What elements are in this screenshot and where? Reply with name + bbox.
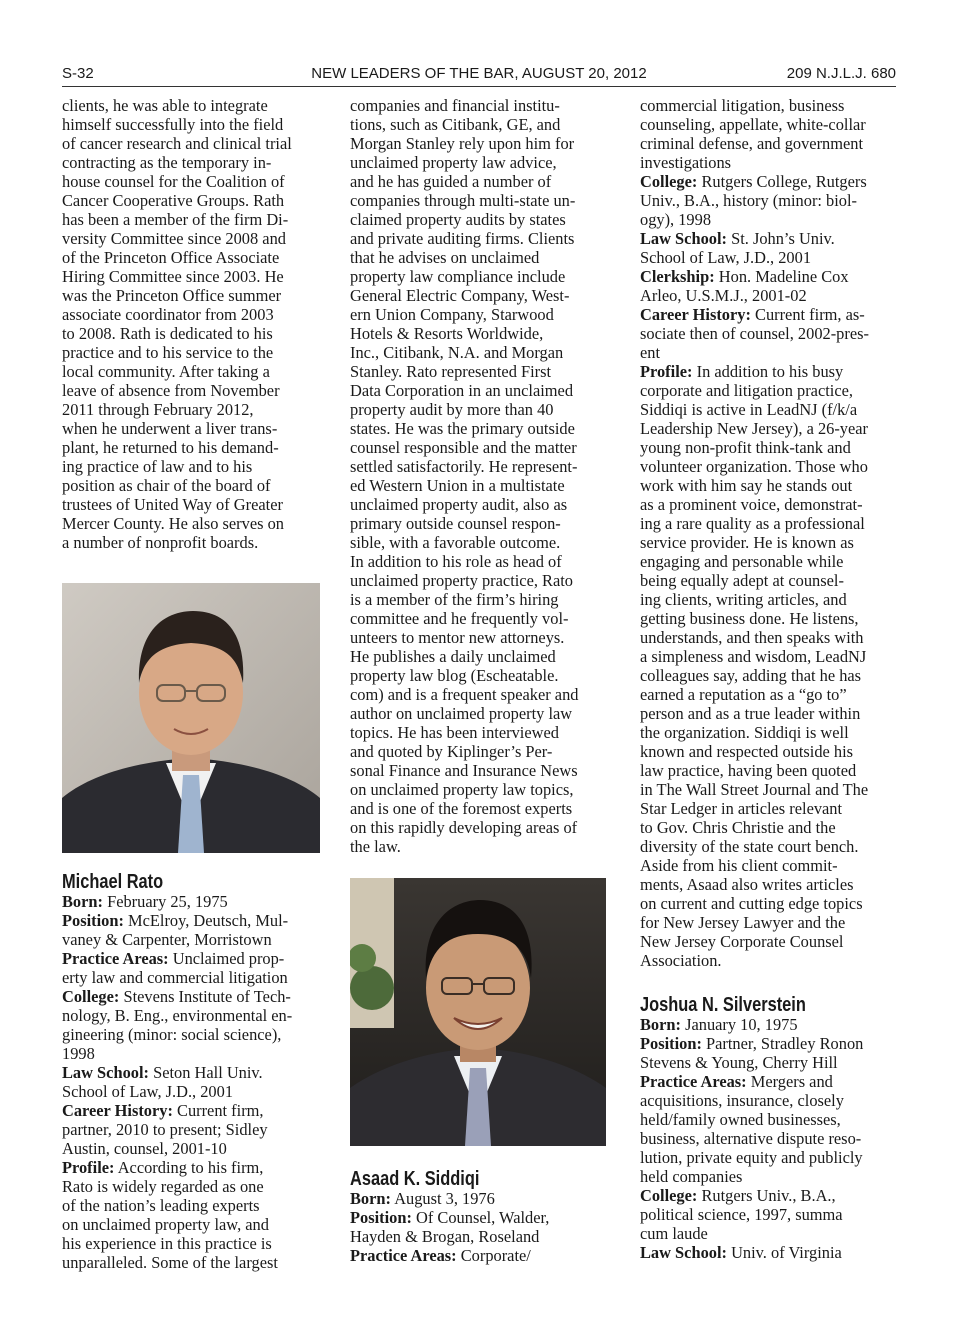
- text-line: unclaimed property practice, Rato: [350, 571, 574, 590]
- bio-line: [640, 780, 898, 799]
- bio-label: Law School:: [62, 1063, 149, 1082]
- bio-text: engaging and personable while: [640, 552, 844, 571]
- text-line: General Electric Company, West-: [350, 286, 570, 305]
- text-line: property audit by more than 40: [350, 400, 554, 419]
- bio-text: Partner, Stradley Ronon: [706, 1034, 864, 1053]
- bio-text: colleagues say, adding that he has: [640, 666, 862, 685]
- bio-text: being equally adept at counsel-: [640, 571, 844, 590]
- bio-text: Stevens & Young, Cherry Hill: [640, 1053, 838, 1072]
- michael-rato-bio: [62, 892, 322, 1272]
- bio-text: School of Law, J.D., 2001: [640, 248, 812, 267]
- bio-line: [640, 913, 898, 932]
- bio-text: his experience in this practice is: [62, 1234, 272, 1253]
- bio-label: Career History:: [62, 1101, 173, 1120]
- bio-text: vaney & Carpenter, Morristown: [62, 930, 272, 949]
- text-line: of cancer research and clinical trial: [62, 134, 292, 153]
- bio-text: service provider. He is known as: [640, 533, 854, 552]
- bio-line: [640, 1167, 898, 1186]
- bio-text: Star Ledger in articles relevant: [640, 799, 843, 818]
- bio-text: August 3, 1976: [394, 1189, 495, 1208]
- bio-label: Practice Areas:: [350, 1246, 457, 1265]
- text-line: house counsel for the Coalition of: [62, 172, 285, 191]
- text-line: com) and is a frequent speaker and: [350, 685, 579, 704]
- bio-label: Clerkship:: [640, 267, 715, 286]
- text-line: sonal Finance and Insurance News: [350, 761, 578, 780]
- bio-text: Rutgers College, Rutgers: [701, 172, 867, 191]
- bio-text: Mergers and: [750, 1072, 833, 1091]
- bio-label: College:: [640, 1186, 698, 1205]
- bio-line: [640, 96, 898, 115]
- portrait-image: [350, 878, 606, 1146]
- text-line: to 2008. Rath is dedicated to his: [62, 324, 273, 343]
- portrait-image: [62, 583, 320, 853]
- bio-text: Seton Hall Univ.: [153, 1063, 263, 1082]
- asaad-siddiqi-bio: [350, 1189, 612, 1265]
- text-line: Hiring Committee since 2003. He: [62, 267, 284, 286]
- bio-text: a simpleness and wisdom, LeadNJ: [640, 647, 867, 666]
- text-line: and is one of the foremost experts: [350, 799, 573, 818]
- citation: 209 N.J.L.J. 680: [786, 65, 896, 82]
- bio-text: partner, 2010 to present; Sidley: [62, 1120, 268, 1139]
- column-1: [62, 96, 322, 1272]
- bio-text: person and as a true leader within: [640, 704, 861, 723]
- text-line: himself successfully into the field: [62, 115, 284, 134]
- bio-line: [62, 1025, 322, 1044]
- text-line: Mercer County. He also serves on: [62, 514, 284, 533]
- bio-text: Corporate/: [460, 1246, 531, 1265]
- bio-line: [640, 628, 898, 647]
- bio-line: [350, 1246, 612, 1265]
- text-line: position as chair of the board of: [62, 476, 271, 495]
- bio-line: [62, 1006, 322, 1025]
- text-line: ing practice of law and to his: [62, 457, 253, 476]
- text-line: unclaimed property audit, also as: [350, 495, 568, 514]
- bio-line: [640, 951, 898, 970]
- bio-text: criminal defense, and government: [640, 134, 864, 153]
- text-line: Hotels & Resorts Worldwide,: [350, 324, 544, 343]
- bio-line: [640, 609, 898, 628]
- column-3: [640, 96, 898, 1262]
- bio-text: ing a rare quality as a professional: [640, 514, 865, 533]
- bio-line: [62, 1177, 322, 1196]
- bio-label: Profile:: [640, 362, 693, 381]
- bio-text: corporate and litigation practice,: [640, 381, 853, 400]
- text-line: He publishes a daily unclaimed: [350, 647, 556, 666]
- bio-line: [62, 949, 322, 968]
- bio-text: cum laude: [640, 1224, 708, 1243]
- bio-line: [640, 495, 898, 514]
- bio-line: [62, 1253, 322, 1272]
- bio-text: ing clients, writing articles, and: [640, 590, 847, 609]
- text-line: property law blog (Escheatable.: [350, 666, 559, 685]
- text-line: In addition to his role as head of: [350, 552, 562, 571]
- bio-text: Hon. Madeline Cox: [718, 267, 849, 286]
- bio-line: [640, 894, 898, 913]
- bio-text: Rato is widely regarded as one: [62, 1177, 264, 1196]
- bio-label: College:: [640, 172, 698, 191]
- text-line: the law.: [350, 837, 401, 856]
- text-line: and quoted by Kiplinger’s Per-: [350, 742, 553, 761]
- text-line: Morgan Stanley rely upon him for: [350, 134, 575, 153]
- bio-line: [62, 1082, 322, 1101]
- bio-line: [640, 286, 898, 305]
- bio-line: [640, 1034, 898, 1053]
- profile-name: Asaad K. Siddiqi: [350, 1168, 480, 1190]
- bio-line: [640, 343, 898, 362]
- bio-text: lution, private equity and publicly: [640, 1148, 863, 1167]
- bio-label: Born:: [62, 892, 103, 911]
- bio-line: [640, 381, 898, 400]
- bio-label: Practice Areas:: [62, 949, 169, 968]
- bio-text: Leadership New Jersey), a 26-year: [640, 419, 868, 438]
- bio-text: unparalleled. Some of the largest: [62, 1253, 278, 1272]
- bio-line: [640, 419, 898, 438]
- bio-text: commercial litigation, business: [640, 96, 845, 115]
- bio-text: School of Law, J.D., 2001: [62, 1082, 234, 1101]
- bio-line: [62, 1196, 322, 1215]
- bio-text: business, alternative dispute reso-: [640, 1129, 862, 1148]
- bio-text: acquisitions, insurance, closely: [640, 1091, 844, 1110]
- bio-line: [640, 1091, 898, 1110]
- page-header: [62, 64, 896, 87]
- bio-line: [640, 267, 898, 286]
- page-number: S-32: [62, 65, 94, 82]
- text-line: primary outside counsel respon-: [350, 514, 561, 533]
- text-line: claimed property audits by states: [350, 210, 566, 229]
- bio-line: [62, 930, 322, 949]
- bio-text: to Gov. Chris Christie and the: [640, 818, 836, 837]
- bio-text: understands, and then speaks with: [640, 628, 864, 647]
- bio-line: [640, 134, 898, 153]
- bio-text: volunteer organization. Those who: [640, 457, 868, 476]
- bio-text: for New Jersey Lawyer and the: [640, 913, 846, 932]
- bio-line: [640, 685, 898, 704]
- joshua-silverstein-bio: [640, 1015, 898, 1262]
- bio-line: [350, 1208, 612, 1227]
- text-line: Cancer Cooperative Groups. Rath: [62, 191, 285, 210]
- bio-text: Univ., B.A., history (minor: biol-: [640, 191, 858, 210]
- bio-text: political science, 1997, summa: [640, 1205, 843, 1224]
- bio-text: on unclaimed property law, and: [62, 1215, 269, 1234]
- bio-line: [640, 362, 898, 381]
- bio-text: young non-profit think-tank and: [640, 438, 851, 457]
- bio-text: investigations: [640, 153, 732, 172]
- bio-line: [640, 875, 898, 894]
- bio-label: Position:: [640, 1034, 702, 1053]
- bio-line: [62, 1044, 322, 1063]
- text-line: practice and to his service to the: [62, 343, 274, 362]
- bio-line: [640, 742, 898, 761]
- bio-text: nology, B. Eng., environmental en-: [62, 1006, 293, 1025]
- bio-line: [640, 856, 898, 875]
- text-line: Data Corporation in an unclaimed: [350, 381, 574, 400]
- bio-text: counseling, appellate, white-collar: [640, 115, 866, 134]
- bio-line: [640, 837, 898, 856]
- rath-profile-continued: [62, 96, 322, 552]
- michael-rato-photo: [62, 583, 320, 853]
- text-line: contracting as the temporary in-: [62, 153, 272, 172]
- text-line: of the Princeton Office Associate: [62, 248, 280, 267]
- bio-label: Career History:: [640, 305, 751, 324]
- bio-text: in The Wall Street Journal and The: [640, 780, 869, 799]
- bio-text: sociate then of counsel, 2002-pres-: [640, 324, 869, 343]
- text-line: is a member of the firm’s hiring: [350, 590, 559, 609]
- text-line: committee and he frequently vol-: [350, 609, 569, 628]
- text-line: sible, with a favorable outcome.: [350, 533, 561, 552]
- bio-line: [640, 476, 898, 495]
- bio-line: [640, 723, 898, 742]
- bio-line: [62, 1101, 322, 1120]
- bio-line: [640, 1053, 898, 1072]
- text-line: settled satisfactorily. He represent-: [350, 457, 578, 476]
- bio-label: Born:: [640, 1015, 681, 1034]
- text-line: plant, he returned to his demand-: [62, 438, 279, 457]
- bio-text: Rutgers Univ., B.A.,: [701, 1186, 836, 1205]
- bio-text: known and respected outside his: [640, 742, 854, 761]
- bio-line: [640, 666, 898, 685]
- bio-text: Aside from his client commit-: [640, 856, 838, 875]
- text-line: states. He was the primary outside: [350, 419, 575, 438]
- text-line: companies and financial institu-: [350, 96, 560, 115]
- bio-text: New Jersey Corporate Counsel: [640, 932, 844, 951]
- bio-text: gineering (minor: social science),: [62, 1025, 282, 1044]
- bio-text: Arleo, U.S.M.J., 2001-02: [640, 286, 807, 305]
- text-line: and he has guided a number of: [350, 172, 552, 191]
- text-line: unteers to mentor new attorneys.: [350, 628, 565, 647]
- bio-line: [640, 1110, 898, 1129]
- bio-line: [640, 799, 898, 818]
- bio-text: St. John’s Univ.: [731, 229, 835, 248]
- bio-text: of the nation’s leading experts: [62, 1196, 260, 1215]
- bio-line: [640, 571, 898, 590]
- text-line: tions, such as Citibank, GE, and: [350, 115, 561, 134]
- bio-text: on current and cutting edge topics: [640, 894, 863, 913]
- asaad-siddiqi-photo: [350, 878, 606, 1146]
- bio-text: 1998: [62, 1044, 95, 1063]
- bio-text: getting business done. He listens,: [640, 609, 859, 628]
- bio-line: [350, 1189, 612, 1208]
- text-line: local community. After taking a: [62, 362, 270, 381]
- text-line: ed Western Union in a multistate: [350, 476, 565, 495]
- bio-line: [640, 704, 898, 723]
- bio-line: [640, 590, 898, 609]
- bio-line: [640, 932, 898, 951]
- bio-text: ments, Asaad also writes articles: [640, 875, 854, 894]
- bio-text: Siddiqi is active in LeadNJ (f/k/a: [640, 400, 858, 419]
- text-line: and private auditing firms. Clients: [350, 229, 575, 248]
- bio-text: January 10, 1975: [685, 1015, 798, 1034]
- bio-text: law practice, having been quoted: [640, 761, 857, 780]
- bio-line: [62, 1234, 322, 1253]
- bio-line: [640, 172, 898, 191]
- bio-line: [62, 987, 322, 1006]
- bio-line: [640, 647, 898, 666]
- bio-text: Association.: [640, 951, 722, 970]
- rato-profile-continued: [350, 96, 612, 856]
- bio-text: ent: [640, 343, 661, 362]
- bio-text: ogy), 1998: [640, 210, 712, 229]
- bio-line: [640, 115, 898, 134]
- bio-line: [640, 1224, 898, 1243]
- text-line: Stanley. Rato represented First: [350, 362, 552, 381]
- text-line: on unclaimed property law topics,: [350, 780, 574, 799]
- bio-line: [62, 892, 322, 911]
- text-line: property law compliance include: [350, 267, 566, 286]
- siddiqi-bio-continued: [640, 96, 898, 970]
- bio-text: In addition to his busy: [696, 362, 844, 381]
- bio-line: [62, 1120, 322, 1139]
- text-line: topics. He has been interviewed: [350, 723, 559, 742]
- text-line: associate coordinator from 2003: [62, 305, 274, 324]
- bio-text: the organization. Siddiqi is well: [640, 723, 849, 742]
- bio-line: [640, 1129, 898, 1148]
- bio-label: Law School:: [640, 1243, 727, 1262]
- bio-line: [62, 1063, 322, 1082]
- bio-label: Position:: [350, 1208, 412, 1227]
- publication-title: NEW LEADERS OF THE BAR, AUGUST 20, 2012: [311, 65, 647, 82]
- bio-text: erty law and commercial litigation: [62, 968, 288, 987]
- bio-text: held companies: [640, 1167, 743, 1186]
- bio-line: [640, 457, 898, 476]
- bio-text: diversity of the state court bench.: [640, 837, 859, 856]
- bio-text: McElroy, Deutsch, Mul-: [128, 911, 289, 930]
- text-line: clients, he was able to integrate: [62, 96, 268, 115]
- bio-text: held/family owned businesses,: [640, 1110, 841, 1129]
- text-line: 2011 through February 2012,: [62, 400, 254, 419]
- bio-text: as a prominent voice, demonstrat-: [640, 495, 863, 514]
- bio-text: Unclaimed prop-: [172, 949, 285, 968]
- bio-text: Stevens Institute of Tech-: [123, 987, 291, 1006]
- text-line: companies through multi-state un-: [350, 191, 576, 210]
- profile-name: Joshua N. Silverstein: [640, 994, 806, 1016]
- bio-line: [62, 968, 322, 987]
- bio-line: [640, 229, 898, 248]
- text-line: that he advises on unclaimed: [350, 248, 540, 267]
- bio-text: Hayden & Brogan, Roseland: [350, 1227, 540, 1246]
- bio-line: [640, 153, 898, 172]
- bio-line: [640, 438, 898, 457]
- bio-text: February 25, 1975: [107, 892, 228, 911]
- bio-line: [62, 1139, 322, 1158]
- bio-line: [62, 911, 322, 930]
- text-line: a number of nonprofit boards.: [62, 533, 259, 552]
- bio-text: Univ. of Virginia: [731, 1243, 842, 1262]
- bio-line: [640, 1243, 898, 1262]
- text-line: when he underwent a liver trans-: [62, 419, 278, 438]
- bio-line: [640, 400, 898, 419]
- text-line: unclaimed property law advice,: [350, 153, 557, 172]
- bio-label: Law School:: [640, 229, 727, 248]
- bio-line: [640, 761, 898, 780]
- bio-line: [640, 514, 898, 533]
- bio-line: [640, 533, 898, 552]
- bio-line: [350, 1227, 612, 1246]
- bio-label: College:: [62, 987, 120, 1006]
- bio-line: [62, 1158, 322, 1177]
- text-line: on this rapidly developing areas of: [350, 818, 578, 837]
- bio-line: [640, 1205, 898, 1224]
- bio-line: [640, 210, 898, 229]
- bio-line: [640, 305, 898, 324]
- bio-line: [640, 1015, 898, 1034]
- bio-label: Profile:: [62, 1158, 115, 1177]
- column-2: [350, 96, 612, 1265]
- bio-text: Of Counsel, Walder,: [416, 1208, 550, 1227]
- bio-text: Austin, counsel, 2001-10: [62, 1139, 227, 1158]
- bio-text: earned a reputation as a “go to”: [640, 685, 847, 704]
- text-line: Inc., Citibank, N.A. and Morgan: [350, 343, 564, 362]
- bio-text: Current firm, as-: [755, 305, 865, 324]
- bio-line: [640, 191, 898, 210]
- bio-line: [640, 1072, 898, 1091]
- text-line: has been a member of the firm Di-: [62, 210, 289, 229]
- bio-line: [640, 324, 898, 343]
- bio-label: Born:: [350, 1189, 391, 1208]
- bio-line: [640, 552, 898, 571]
- bio-line: [640, 1148, 898, 1167]
- bio-label: Position:: [62, 911, 124, 930]
- text-line: leave of absence from November: [62, 381, 280, 400]
- bio-text: Current firm,: [177, 1101, 264, 1120]
- text-line: versity Committee since 2008 and: [62, 229, 286, 248]
- bio-line: [640, 248, 898, 267]
- text-line: ern Union Company, Starwood: [350, 305, 554, 324]
- bio-line: [62, 1215, 322, 1234]
- bio-text: work with him say he stands out: [640, 476, 853, 495]
- profile-name: Michael Rato: [62, 871, 164, 893]
- bio-text: According to his firm,: [117, 1158, 264, 1177]
- text-line: author on unclaimed property law: [350, 704, 573, 723]
- bio-line: [640, 1186, 898, 1205]
- text-line: was the Princeton Office summer: [62, 286, 282, 305]
- text-line: counsel responsible and the matter: [350, 438, 577, 457]
- bio-line: [640, 818, 898, 837]
- bio-label: Practice Areas:: [640, 1072, 747, 1091]
- text-line: trustees of United Way of Greater: [62, 495, 283, 514]
